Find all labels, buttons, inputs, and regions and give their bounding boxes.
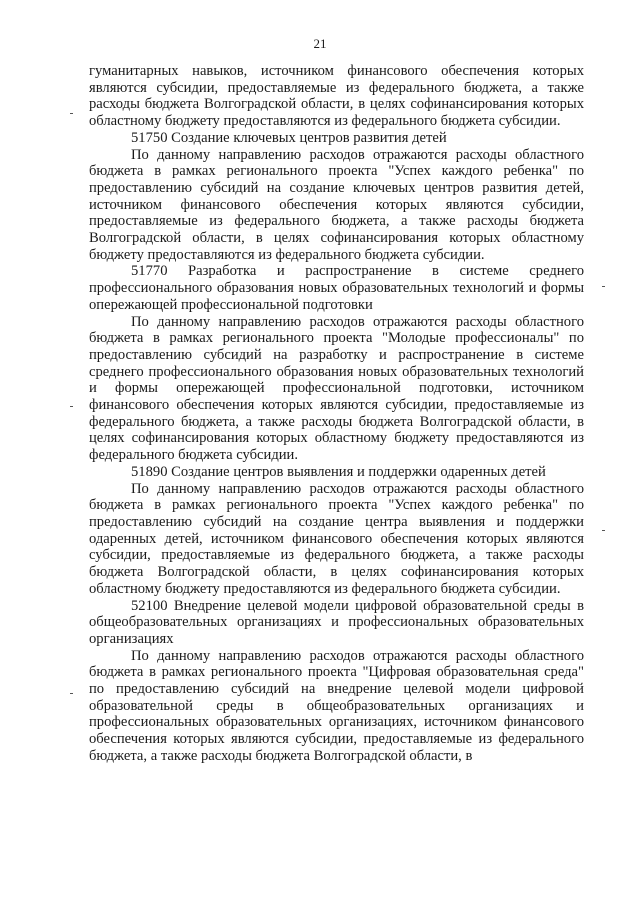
- scan-mark: [70, 113, 73, 114]
- scan-mark: [602, 286, 605, 287]
- page-number: 21: [313, 36, 327, 51]
- paragraph-52100: По данному направлению расходов отражаются расходы областного бюджета в рамках регионального проекта "Цифровая образовательная среда" по предоставлению субсидий на внедрение целевой модели цифровой образовательной среды в общеобразовательных организациях и профессиональных образовательных организациях, источником финансового обеспечения которых являются субсидии, предоставляемые из федерального бюджета, а также расходы бюджета Волгоградской области, в: [89, 647, 584, 764]
- scan-mark: [602, 530, 605, 531]
- section-heading-51770: 51770 Разработка и распространение в системе среднего профессионального образования новых образовательных технологий и формы опережающей профессиональной подготовки: [89, 263, 584, 313]
- scan-mark: [70, 406, 73, 407]
- section-heading-51890: 51890 Создание центров выявления и поддержки одаренных детей: [131, 463, 546, 480]
- paragraph-51890: По данному направлению расходов отражаются расходы областного бюджета в рамках регионального проекта "Успех каждого ребенка" по предоставлению субсидий на создание центра выявления и поддержки одаренных детей, источником финансового обеспечения которых являются субсидии, предоставляемые из федерального бюджета, а также расходы бюджета Волгоградской области, в целях софинансирования которых областному бюджету предоставляются из федерального бюджета субсидии.: [89, 480, 584, 597]
- paragraph-51770: По данному направлению расходов отражаются расходы областного бюджета в рамках регионального проекта "Молодые профессионалы" по предоставлению субсидий на разработку и распространение в системе среднего профессионального образования новых образовательных технологий и формы опережающей профессиональной подготовки, источником финансового обеспечения которых являются субсидии, предоставляемые из федерального бюджета, а также расходы бюджета Волгоградской области, в целях софинансирования которых областному бюджету предоставляются из федерального бюджета субсидии.: [89, 313, 584, 464]
- section-heading-52100: 52100 Внедрение целевой модели цифровой образовательной среды в общеобразовательных организациях и профессиональных образовательных организациях: [89, 597, 584, 647]
- paragraph-51750: По данному направлению расходов отражаются расходы областного бюджета в рамках регионального проекта "Успех каждого ребенка" по предоставлению субсидий на создание ключевых центров развития детей, источником финансового обеспечения которых являются субсидии, предоставляемые из федерального бюджета, а также расходы бюджета Волгоградской области, в целях софинансирования которых областному бюджету предоставляются из федерального бюджета субсидии.: [89, 146, 584, 263]
- document-body: [89, 63, 584, 765]
- section-heading-51750: 51750 Создание ключевых центров развития детей: [131, 129, 447, 146]
- paragraph-continuation: гуманитарных навыков, источником финансового обеспечения которых являются субсидии, предоставляемые из федерального бюджета, а также расходы бюджета Волгоградской области, в целях софинансирования которых областному бюджету предоставляются из федерального бюджета субсидии.: [89, 63, 584, 130]
- scan-mark: [70, 693, 73, 694]
